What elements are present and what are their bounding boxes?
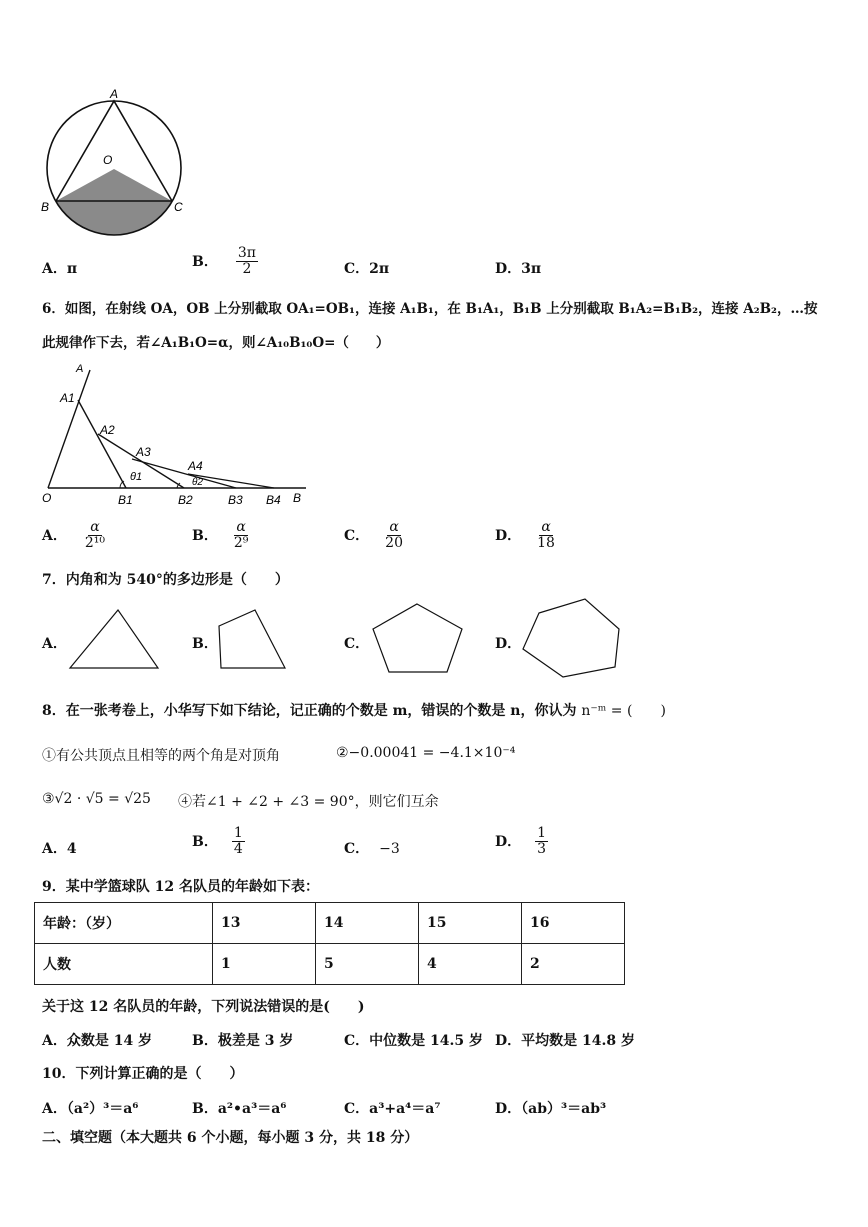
q9-option-b: B．极差是 3 岁 xyxy=(192,1033,294,1049)
label-O: O xyxy=(42,491,52,505)
q5-option-c: C．2π xyxy=(344,261,390,277)
table-cell: 16 xyxy=(522,903,625,944)
label-B4: B4 xyxy=(266,493,281,507)
q7-text: 7．内角和为 540°的多边形是（ ） xyxy=(42,572,289,588)
table-cell: 15 xyxy=(419,903,522,944)
table-cell: 5 xyxy=(316,944,419,985)
q8-option-a: A．4 xyxy=(42,841,77,857)
table-cell: 4 xyxy=(419,944,522,985)
ray-figure xyxy=(40,362,320,512)
q9-option-c: C．中位数是 14.5 岁 xyxy=(344,1033,484,1049)
label-theta2: θ2 xyxy=(192,477,203,488)
q7-option-c: C． xyxy=(344,636,370,652)
q10-option-b: B．a²•a³＝a⁶ xyxy=(192,1101,287,1117)
q6-option-b: B． $\frac{\alpha}{\text{2⁹}}$ xyxy=(192,519,249,551)
table-cell: 1 xyxy=(213,944,316,985)
q10-option-a: A．（a²）³＝a⁶ xyxy=(42,1101,139,1117)
q6-option-a: A． $\frac{\alpha}{\text{2¹⁰}}$ xyxy=(42,519,106,551)
pentagon-shape xyxy=(368,600,468,676)
q8-statement-3: ③√2 · √5 = √25 xyxy=(42,791,151,807)
q5-option-a: A．π xyxy=(42,261,78,277)
label-A1: A1 xyxy=(60,391,75,405)
table-cell: 人数 xyxy=(35,944,213,985)
q9-text: 9．某中学篮球队 12 名队员的年龄如下表： xyxy=(42,879,319,895)
label-B: B xyxy=(293,491,302,505)
q10-option-d: D．（ab）³＝ab³ xyxy=(495,1101,607,1117)
table-cell: 年龄：（岁） xyxy=(35,903,213,944)
q6-text-line1: 6．如图，在射线 OA，OB 上分别截取 OA₁=OB₁，连接 A₁B₁，在 B₁A₁，B₁B 上分别截取 B₁A₂=B₁B₂，连接 A₂B₂，…按 xyxy=(42,301,818,317)
q8-statement-4: ④若∠1 + ∠2 + ∠3 = 90°，则它们互余 xyxy=(178,794,439,810)
q10-text: 10．下列计算正确的是（ ） xyxy=(42,1066,244,1082)
q8-option-d: D． $\frac{1}{3}$ xyxy=(495,825,547,857)
hexagon-shape xyxy=(519,595,625,683)
q7-option-a: A． xyxy=(42,636,67,652)
label-C: C xyxy=(174,200,183,214)
q6-text-line2: 此规律作下去，若∠A₁B₁O=α，则∠A₁₀B₁₀O=（ ） xyxy=(42,335,390,351)
q5-option-d: D．3π xyxy=(495,261,542,277)
q8-option-b: B． $\frac{1}{4}$ xyxy=(192,825,243,857)
shaded-region xyxy=(56,169,172,201)
q10-option-c: C．a³+a⁴＝a⁷ xyxy=(344,1101,441,1117)
q8-statement-2: ②−0.00041 = −4.1×10⁻⁴ xyxy=(336,745,516,761)
label-A2: A2 xyxy=(100,423,115,437)
section-2-heading: 二、填空题（本大题共 6 个小题，每小题 3 分，共 18 分） xyxy=(42,1130,419,1146)
q5-option-b: B． $\frac{3\pi}{2}$ xyxy=(192,245,256,277)
label-A: A xyxy=(76,363,84,375)
q6-option-d: D． $\frac{\alpha}{18}$ xyxy=(495,519,555,551)
label-B: B xyxy=(41,200,50,214)
q9-option-d: D．平均数是 14.8 岁 xyxy=(495,1033,635,1049)
table-cell: 14 xyxy=(316,903,419,944)
table-row xyxy=(35,944,625,985)
quadrilateral-shape xyxy=(215,606,291,672)
q8-text: 8．在一张考卷上，小华写下如下结论，记正确的个数是 m，错误的个数是 n，你认为 n⁻ᵐ = ( ) xyxy=(42,703,666,719)
table-cell: 13 xyxy=(213,903,316,944)
q9-option-a: A．众数是 14 岁 xyxy=(42,1033,153,1049)
circle-figure xyxy=(36,84,196,244)
label-O: O xyxy=(103,153,113,167)
table-row xyxy=(35,903,625,944)
triangle-shape xyxy=(66,606,162,672)
label-A3: A3 xyxy=(136,445,151,459)
table-cell: 2 xyxy=(522,944,625,985)
q8-statement-1: ①有公共顶点且相等的两个角是对顶角 xyxy=(42,748,280,764)
q9-subquestion: 关于这 12 名队员的年龄，下列说法错误的是( ) xyxy=(42,999,365,1015)
label-B2: B2 xyxy=(178,493,193,507)
q7-option-d: D． xyxy=(495,636,522,652)
label-A4: A4 xyxy=(188,459,203,473)
ages-table xyxy=(34,902,625,985)
label-B1: B1 xyxy=(118,493,133,507)
label-A: A xyxy=(110,87,119,101)
q7-option-b: B． xyxy=(192,636,218,652)
q6-option-c: C． $\frac{\alpha}{20}$ xyxy=(344,519,403,551)
label-B3: B3 xyxy=(228,493,243,507)
label-theta1: θ1 xyxy=(130,471,143,483)
q8-option-c: C． −3 xyxy=(344,841,400,857)
